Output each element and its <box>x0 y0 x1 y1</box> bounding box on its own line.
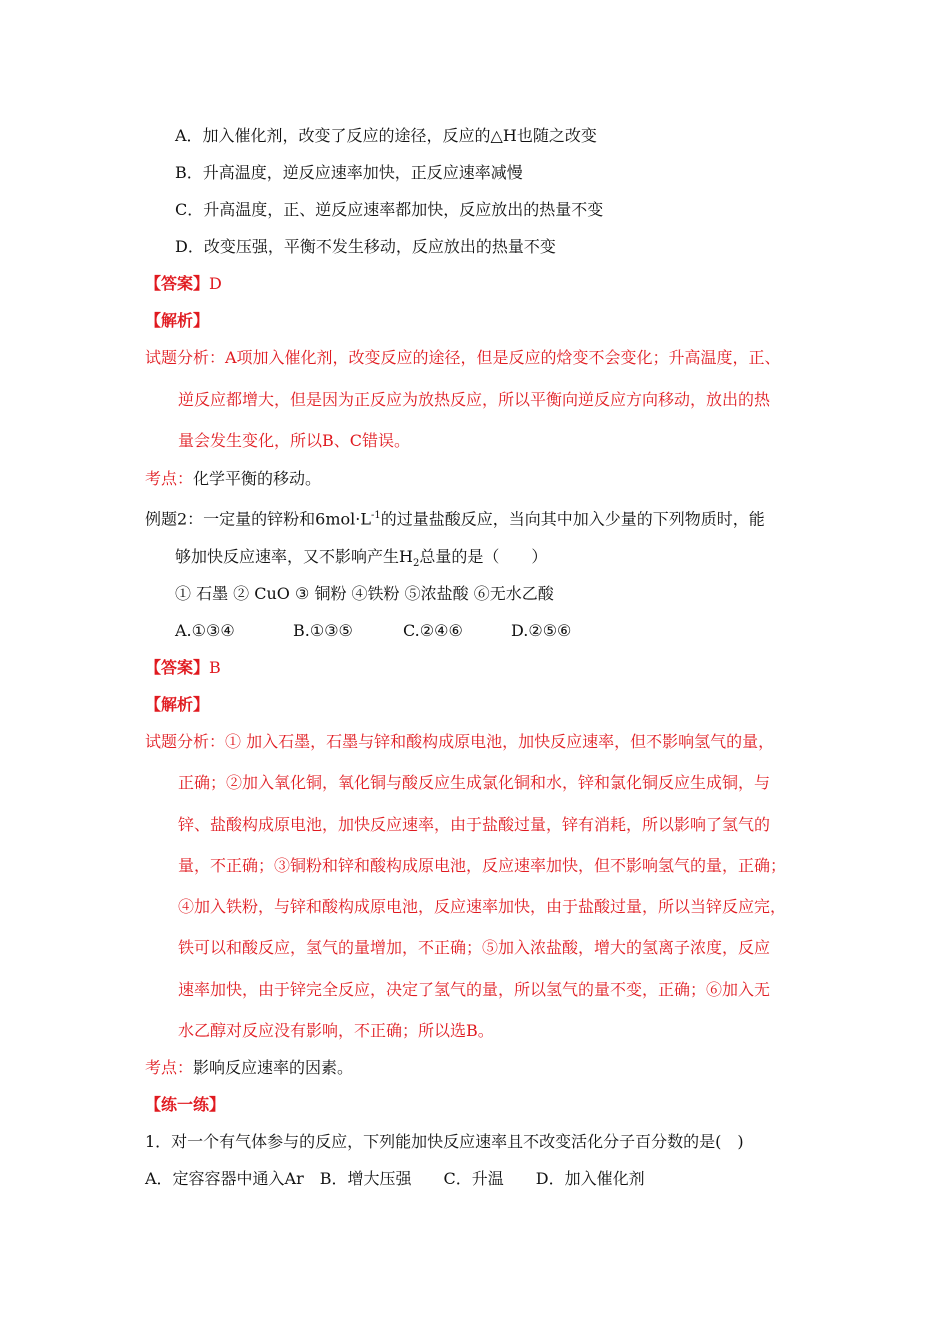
knowledge-point <box>145 1058 353 1078</box>
example2-text: 的过量盐酸反应，当向其中加入少量的下列物质时，能 <box>380 509 765 529</box>
option-c: C．升高温度，正、逆反应速率都加快，反应放出的热量不变 <box>175 200 604 219</box>
example2-items: ① 石墨 ② CuO ③ 铜粉 ④铁粉 ⑤浓盐酸 ⑥无水乙酸 <box>175 584 554 603</box>
knowledge-point <box>145 469 321 489</box>
practice-question-1: 1．对一个有气体参与的反应，下列能加快反应速率且不改变活化分子百分数的是( ) <box>145 1132 744 1151</box>
answer-label: 【答案】 <box>145 658 210 677</box>
option-a: A．加入催化剂，改变了反应的途径，反应的△H也随之改变 <box>175 126 597 145</box>
analysis-line: 试题分析：A项加入催化剂，改变反应的途径，但是反应的焓变不会变化；升高温度，正、 <box>145 348 781 367</box>
example2-text: 够加快反应速率，又不影响产生H <box>175 547 413 566</box>
knowledge-point-label: 考点： <box>145 1058 194 1077</box>
example2-stem-line1 <box>145 506 765 529</box>
analysis-line: ④加入铁粉，与锌和酸构成原电池，反应速率加快，由于盐酸过量，所以当锌反应完， <box>178 897 787 916</box>
option-d: D．改变压强，平衡不发生移动，反应放出的热量不变 <box>175 237 556 256</box>
analysis-label: 【解析】 <box>145 695 210 714</box>
analysis-line: 速率加快，由于锌完全反应，决定了氢气的量，所以氢气的量不变，正确；⑥加入无 <box>178 980 771 999</box>
answer-value: B <box>209 658 221 677</box>
analysis-line: 锌、盐酸构成原电池，加快反应速率，由于盐酸过量，锌有消耗，所以影响了氢气的 <box>178 815 771 834</box>
answer-value: D <box>209 274 222 293</box>
example2-option-a: A.①③④ <box>175 621 235 640</box>
analysis-line: 正确；②加入氧化铜，氧化铜与酸反应生成氯化铜和水，锌和氯化铜反应生成铜，与 <box>178 773 771 792</box>
example2-option-c: C.②④⑥ <box>403 621 463 640</box>
example2-options <box>175 621 571 641</box>
analysis-line: 量会发生变化，所以B、C错误。 <box>178 431 411 450</box>
subscript: 2 <box>412 558 420 570</box>
example2-option-b: B.①③⑤ <box>293 621 353 640</box>
practice-heading: 【练一练】 <box>145 1095 226 1114</box>
answer-row <box>145 274 222 294</box>
analysis-line: 水乙醇对反应没有影响，不正确；所以选B。 <box>178 1021 494 1040</box>
analysis-line: 试题分析：① 加入石墨，石墨与锌和酸构成原电池，加快反应速率，但不影响氢气的量， <box>145 732 775 751</box>
answer-label: 【答案】 <box>145 274 210 293</box>
option-b: B．升高温度，逆反应速率加快，正反应速率减慢 <box>175 163 523 182</box>
analysis-line: 铁可以和酸反应，氢气的量增加，不正确；⑤加入浓盐酸，增大的氢离子浓度，反应 <box>178 938 771 957</box>
example2-stem-line2 <box>175 547 547 574</box>
example2-text: 总量的是（ ） <box>419 547 548 566</box>
analysis-line: 量，不正确；③铜粉和锌和酸构成原电池，反应速率加快，但不影响氢气的量，正确； <box>178 856 787 875</box>
knowledge-point-value: 影响反应速率的因素。 <box>193 1058 354 1077</box>
knowledge-point-value: 化学平衡的移动。 <box>193 469 322 488</box>
analysis-line: 逆反应都增大，但是因为正反应为放热反应，所以平衡向逆反应方向移动，放出的热 <box>178 390 771 409</box>
analysis-label: 【解析】 <box>145 311 210 330</box>
example2-text: 例题2：一定量的锌粉和6mol·L <box>145 509 371 529</box>
answer-row <box>145 658 221 678</box>
knowledge-point-label: 考点： <box>145 469 194 488</box>
superscript: -1 <box>371 510 381 521</box>
practice-question-1-options: A．定容容器中通入Ar B．增大压强 C．升温 D．加入催化剂 <box>145 1169 645 1188</box>
example2-option-d: D.②⑤⑥ <box>511 621 572 640</box>
